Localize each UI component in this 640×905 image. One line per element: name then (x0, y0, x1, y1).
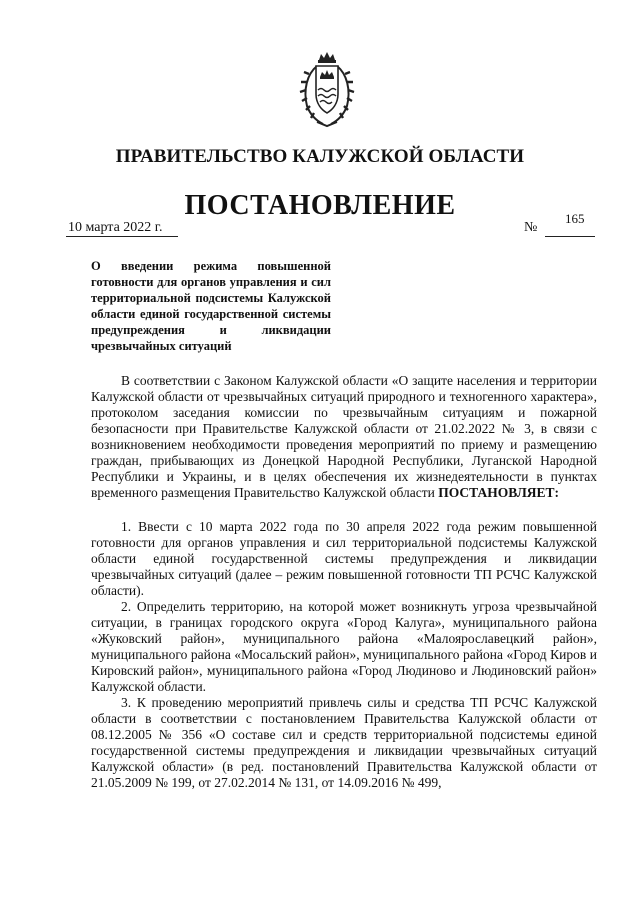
decree-number: 165 (565, 211, 585, 226)
coat-of-arms-emblem (299, 50, 355, 128)
decree-item-2: 2. Определить территорию, на которой может возникнуть угроза чрезвычайной ситуации, в границах городского округа «Город Калуга», муниципального района «Жуковский район», муниципального района «Малоярославецкий район», муниципального района «Мосальский район», муниципального района «Город Киров и Кировский район», муниципального района «Город Людиново и Людиновский район» Калужской области. (91, 599, 597, 694)
preamble-paragraph (91, 373, 597, 501)
decree-date: 10 марта 2022 г. (68, 220, 163, 235)
number-underline (545, 236, 595, 237)
resolves-word: ПОСТАНОВЛЯЕТ: (438, 485, 560, 500)
decree-subject: О введении режима повышенной готовности для органов управления и сил территориальной подсистемы Калужской области единой государственной системы предупреждения и ликвидации чрезвычайных ситуаций (91, 259, 331, 353)
decree-item-1: 1. Ввести с 10 марта 2022 года по 30 апреля 2022 года режим повышенной готовности для органов управления и сил территориальной подсистемы Калужской области единой государственной системы предупреждения и ликвидации чрезвычайных ситуаций (далее – режим повышенной готовности ТП РСЧС Калужской области). (91, 519, 597, 598)
decree-item-3: 3. К проведению мероприятий привлечь силы и средства ТП РСЧС Калужской области в соответствии с постановлением Правительства Калужской области от 08.12.2005 № 356 «О составе сил и средств территориальной подсистемы единой государственной системы предупреждения и ликвидации чрезвычайных ситуаций Калужской области» (в ред. постановлений Правительства Калужской области от 21.05.2009 № 199, от 27.02.2014 № 131, от 14.09.2016 № 499, (91, 695, 597, 790)
number-sign: № (524, 220, 538, 235)
government-title: ПРАВИТЕЛЬСТВО КАЛУЖСКОЙ ОБЛАСТИ (115, 146, 525, 167)
document-type-title: ПОСТАНОВЛЕНИЕ (184, 190, 456, 221)
preamble-text: В соответствии с Законом Калужской области «О защите населения и территории Калужской области от чрезвычайных ситуаций природного и техногенного характера», протоколом заседания комиссии по чрезвычайным ситуациям и пожарной безопасности при Правительстве Калужской области от 21.02.2022 № 3, в связи с возникновением необходимости проведения мероприятий по приему и размещению граждан, прибывающих из Донецкой Народной Республики, Луганской Народной Республики и Украины, и в целях обеспечения их жизнедеятельности в пунктах временного размещения Правительство Калужской области (91, 373, 597, 500)
date-underline (66, 236, 178, 237)
decree-body (91, 373, 597, 791)
